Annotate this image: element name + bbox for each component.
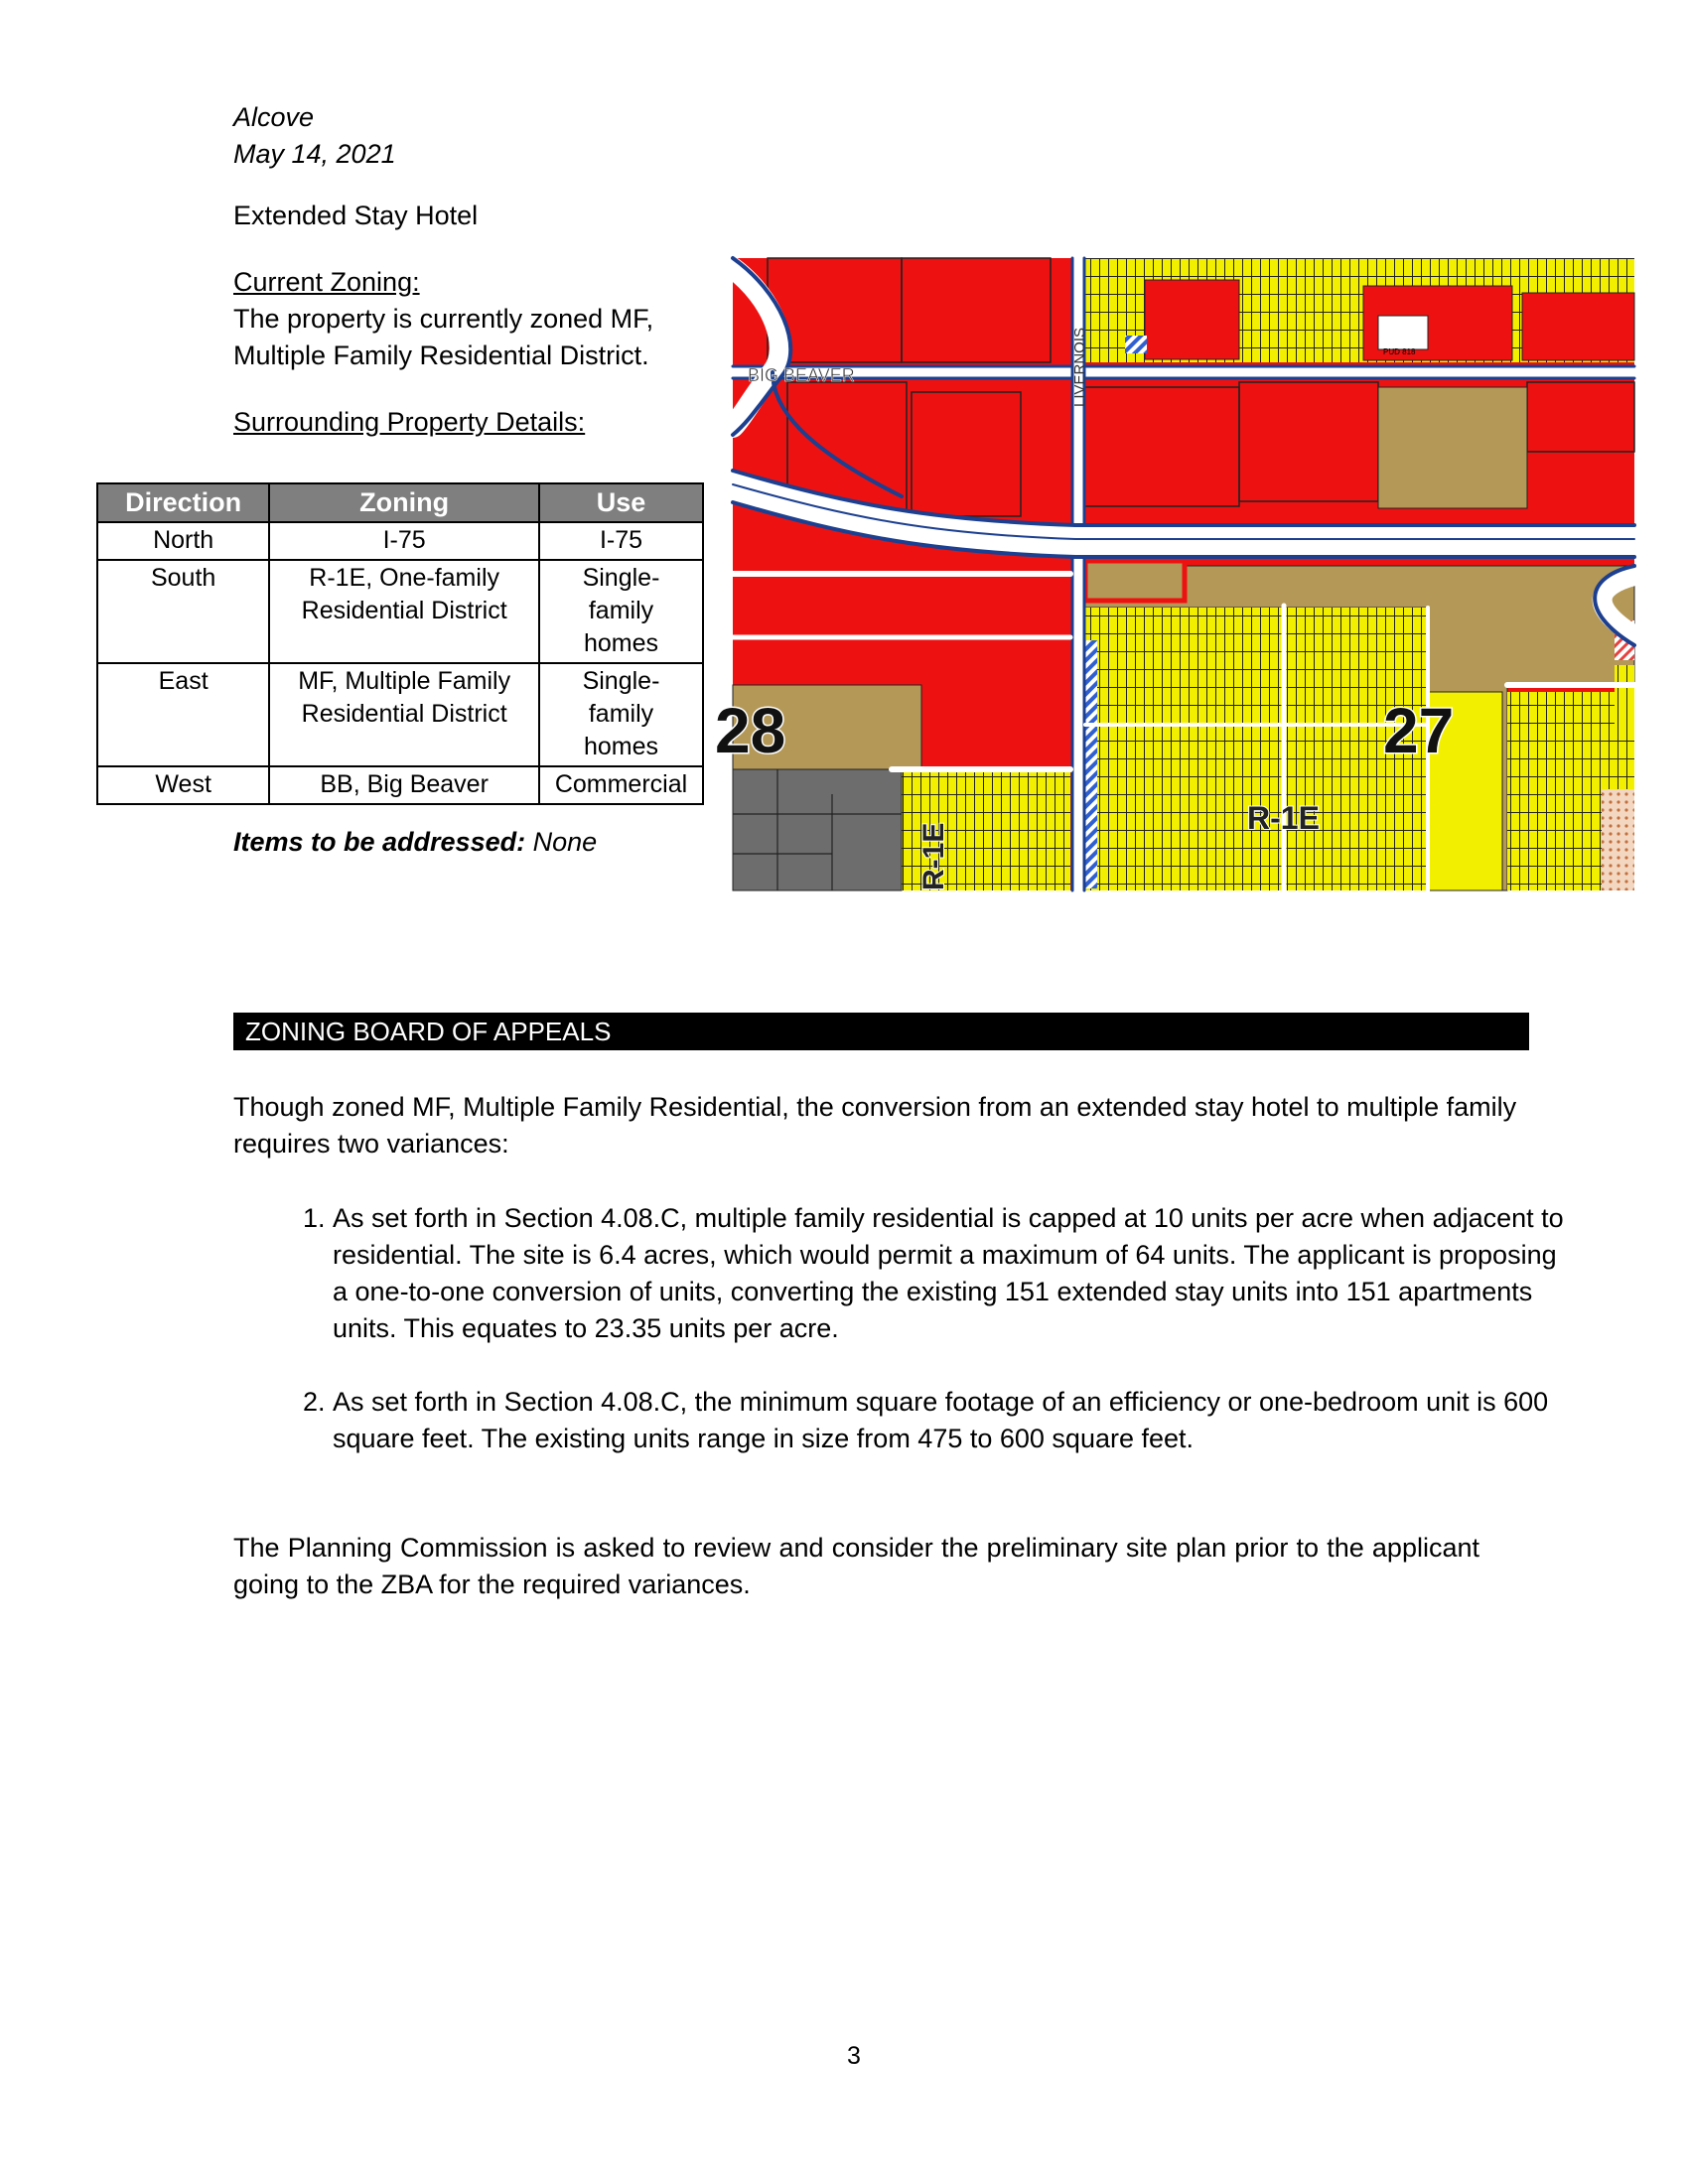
variance-item: 1. As set forth in Section 4.08.C, multiple family residential is capped at 10 units per acre when adjacent to residential. The site is 6.4 acres, which would permit a maximum of 64 units. The applicant is proposing a one-to-one conversion of units, converting the existing 151 extended stay units into 151 apartments units. This equates to 23.35 units per acre. (333, 1200, 1579, 1347)
use-cell: Single-family homes (539, 663, 703, 766)
direction-cell: North (97, 522, 269, 560)
column-header-zoning: Zoning (269, 483, 539, 522)
column-header-direction: Direction (97, 483, 269, 522)
map-label-section-27: 27 (1383, 695, 1455, 766)
zoning-cell: I-75 (269, 522, 539, 560)
zba-section-title: ZONING BOARD OF APPEALS (245, 1017, 612, 1046)
map-label-r1e-left: R-1E (917, 822, 950, 890)
direction-cell: West (97, 766, 269, 804)
variance-list (233, 1200, 1579, 1494)
hatched-parcel (1125, 336, 1147, 353)
zba-section-bar (233, 1013, 1529, 1050)
commercial-zone (1522, 293, 1634, 360)
current-zoning-heading: Current Zoning: (233, 267, 420, 297)
subject-site (1085, 561, 1185, 601)
table-row (97, 522, 703, 560)
header-company: Alcove (233, 102, 315, 132)
map-label-r1e: R-1E (1247, 800, 1320, 836)
header-date: May 14, 2021 (233, 139, 396, 169)
table-header-row (97, 483, 703, 522)
industrial-zone (733, 769, 902, 890)
dotted-parcel (1602, 789, 1634, 890)
items-to-be-addressed (233, 824, 597, 861)
page-number: 3 (847, 2042, 861, 2070)
table-row (97, 663, 703, 766)
table-row (97, 560, 703, 663)
hatched-parcel (1085, 640, 1097, 888)
surrounding-property-heading: Surrounding Property Details: (233, 407, 586, 437)
use-cell: Commercial (539, 766, 703, 804)
surrounding-property-table (96, 482, 704, 805)
map-label-pud: PUD 818 (1383, 347, 1416, 356)
variance-item: 2. As set forth in Section 4.08.C, the minimum square footage of an efficiency or one-bedroom unit is 600 square feet. The existing units range in size from 475 to 600 square feet. (333, 1384, 1579, 1457)
map-label-livernois: LIVERNOIS (1071, 327, 1088, 407)
residential-zone (1615, 665, 1634, 725)
zoning-map (715, 258, 1634, 890)
closing-paragraph: The Planning Commission is asked to review and consider the preliminary site plan prior to the applicant going to the ZBA for the required variances. (233, 1533, 1479, 1599)
multifamily-zone (1378, 387, 1527, 508)
map-label-section-28: 28 (715, 695, 786, 766)
residential-zone (1085, 608, 1428, 890)
pud-parcel (1378, 316, 1428, 349)
direction-cell: East (97, 663, 269, 766)
zba-intro-text: Though zoned MF, Multiple Family Residential, the conversion from an extended stay hotel to multiple family requires two variances: (233, 1092, 1517, 1159)
items-label: Items to be addressed: (233, 827, 526, 857)
direction-cell: South (97, 560, 269, 663)
table-row (97, 766, 703, 804)
commercial-zone (1145, 280, 1239, 359)
use-cell: I-75 (539, 522, 703, 560)
zoning-cell: MF, Multiple Family Residential District (269, 663, 539, 766)
project-title: Extended Stay Hotel (233, 201, 479, 230)
map-label-big-beaver: BIG BEAVER (748, 365, 855, 385)
zoning-cell: R-1E, One-family Residential District (269, 560, 539, 663)
current-zoning-text: The property is currently zoned MF, Multiple Family Residential District. (233, 304, 654, 370)
use-cell: Single-family homes (539, 560, 703, 663)
items-value: None (532, 827, 598, 857)
zoning-cell: BB, Big Beaver (269, 766, 539, 804)
column-header-use: Use (539, 483, 703, 522)
